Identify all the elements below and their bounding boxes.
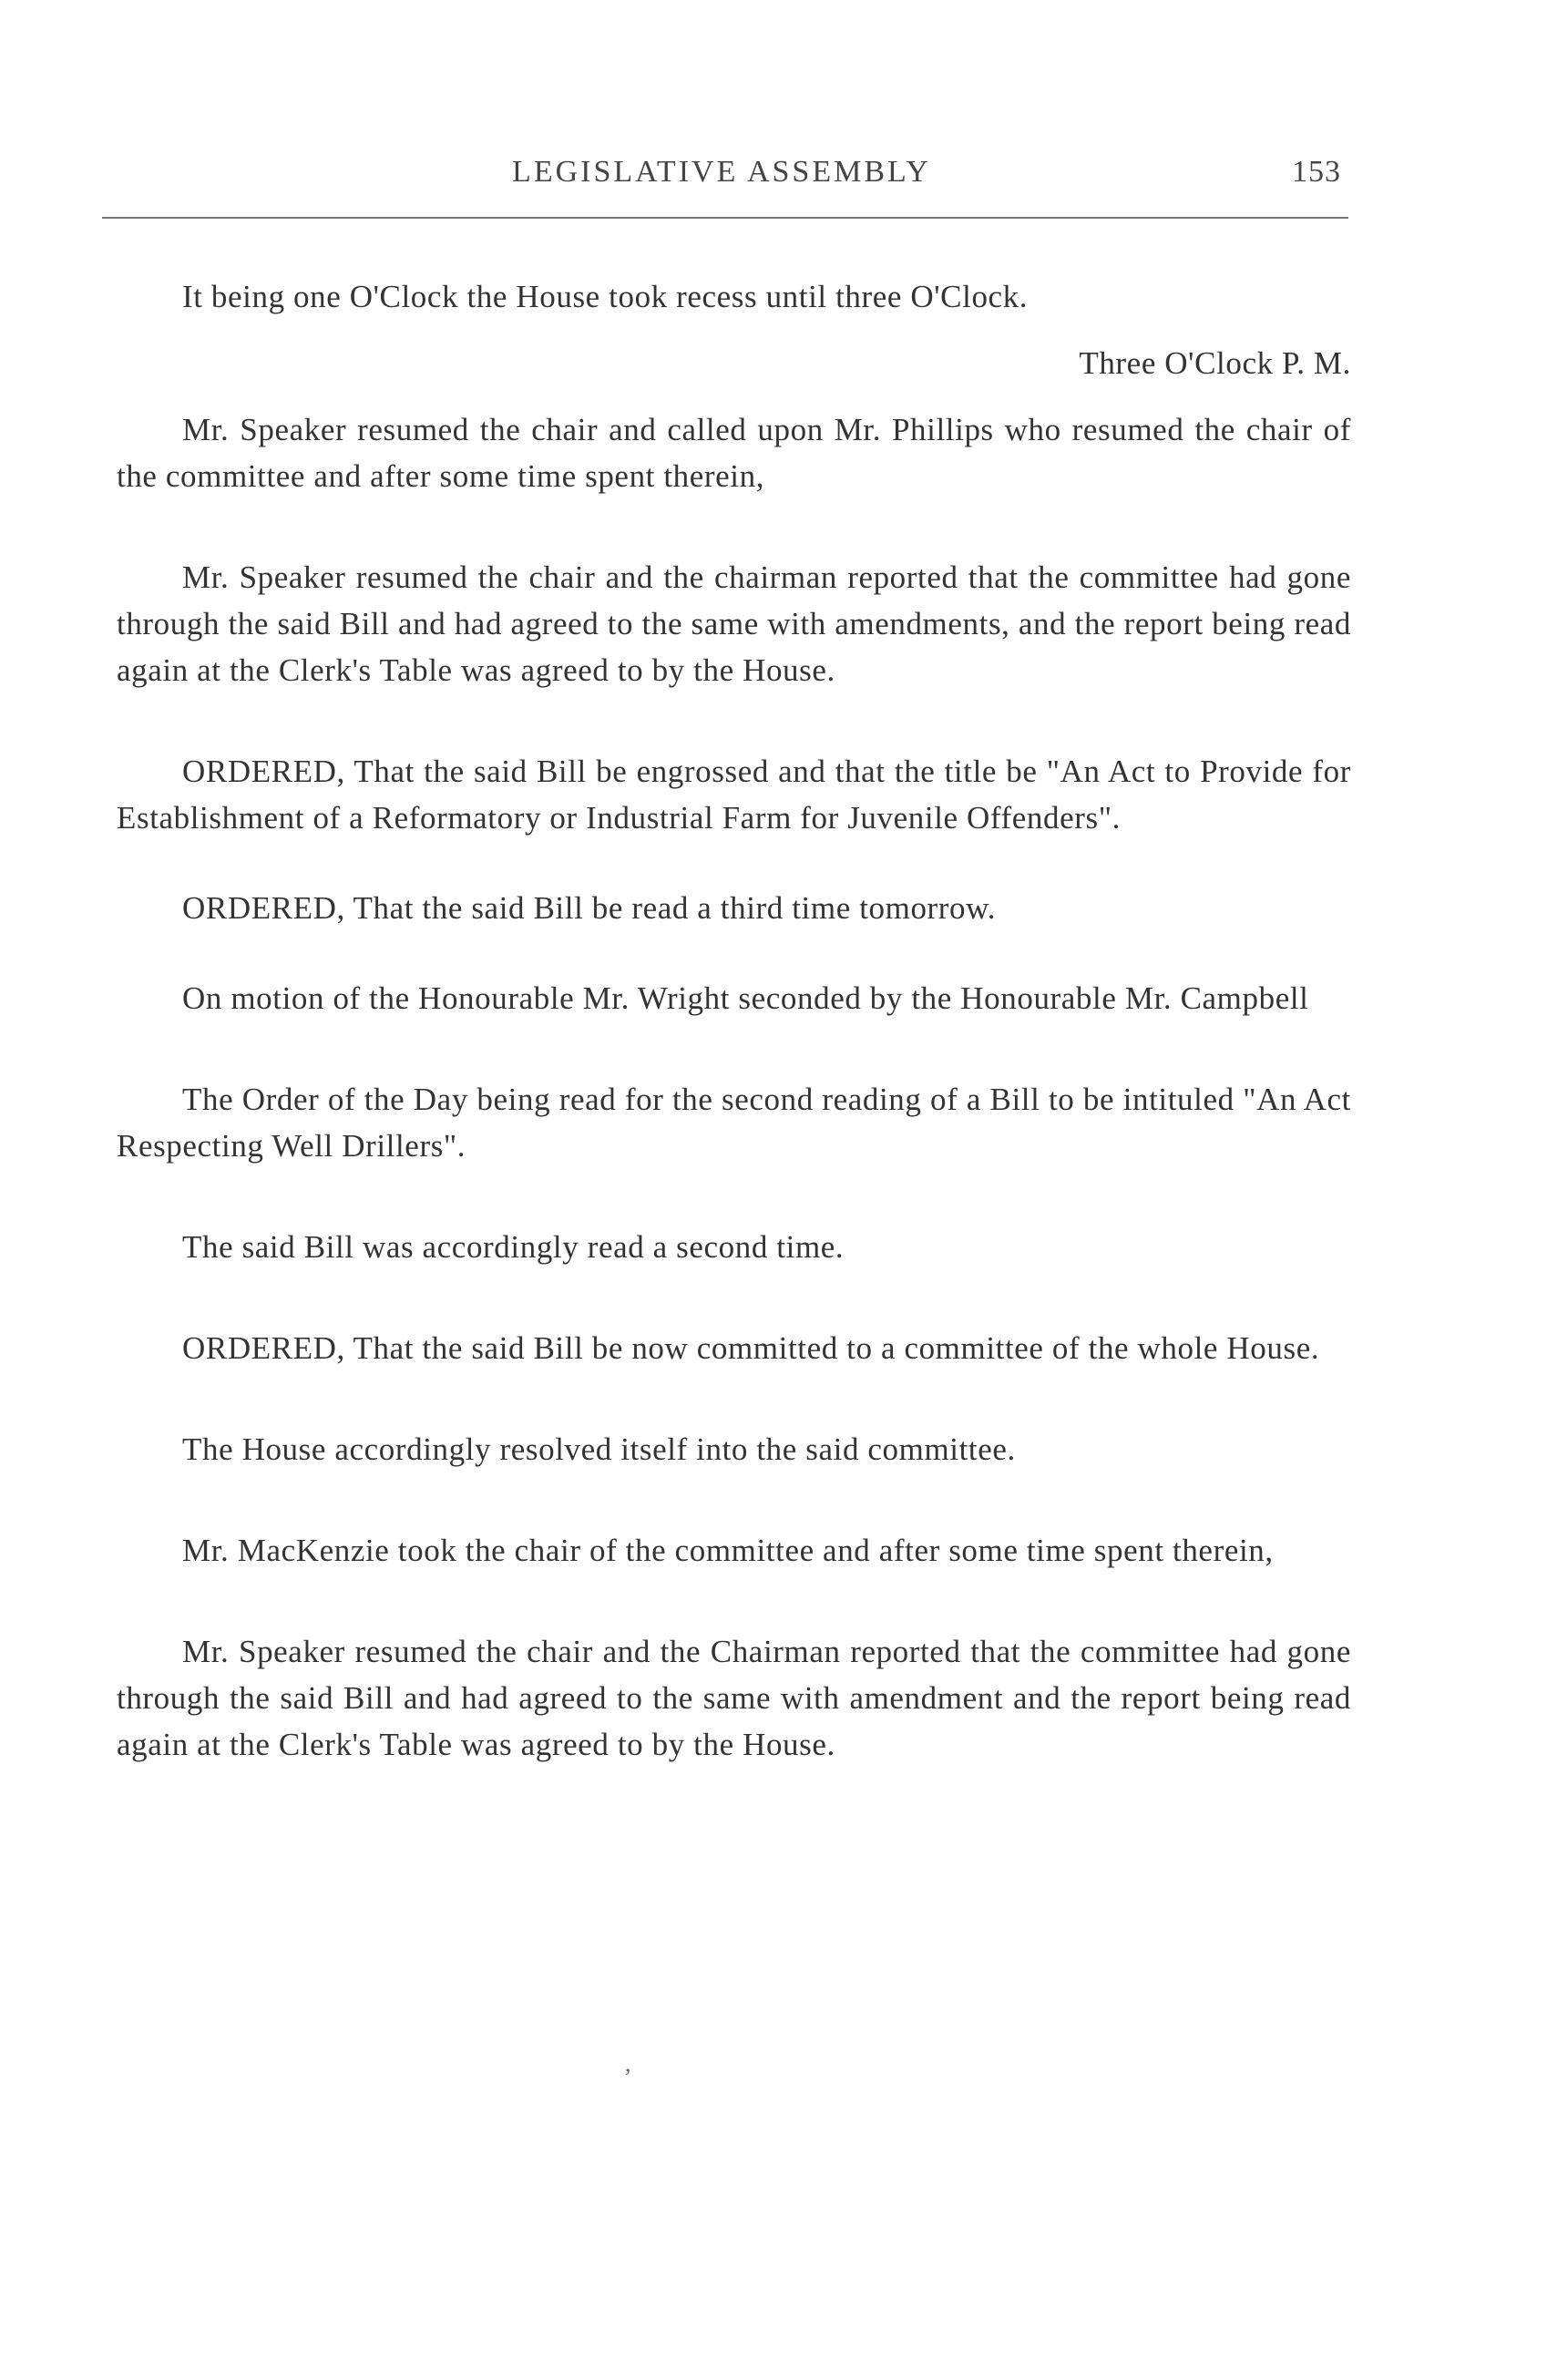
header-rule	[102, 217, 1348, 219]
paragraph-mackenzie-chair: Mr. MacKenzie took the chair of the committee and after some time spent therein,	[182, 1533, 1274, 1568]
paragraph-recess: It being one O'Clock the House took recess until three O'Clock.	[182, 279, 1029, 314]
paragraph-chairman-report: Mr. Speaker resumed the chair and the chairman reported that the committee had gone through the said Bill and had agreed to the same with amendments, and the report being read again at the Clerk's Table was agreed to by the House.	[117, 559, 1351, 688]
time-heading: Three O'Clock P. M.	[1079, 345, 1351, 381]
paragraph-ordered-engrossed: ORDERED, That the said Bill be engrossed and that the title be "An Act to Provide for Establishment of a Reformatory or Industrial Farm for Juvenile Offenders".	[117, 754, 1351, 836]
paragraph-chairman-report-2: Mr. Speaker resumed the chair and the Chairman reported that the committee had gone through the said Bill and had agreed to the same with amendment and the report being read again at the Clerk's Table was agreed to by the House.	[117, 1634, 1351, 1762]
stray-mark: ,	[625, 2050, 631, 2077]
paragraph-ordered-committed: ORDERED, That the said Bill be now committed to a committee of the whole House.	[182, 1330, 1320, 1366]
running-title: LEGISLATIVE ASSEMBLY	[512, 155, 931, 189]
document-body	[117, 273, 1351, 1768]
paragraph-ordered-third-reading: ORDERED, That the said Bill be read a third time tomorrow.	[182, 890, 997, 926]
page-number: 153	[1292, 155, 1341, 189]
paragraph-order-of-day: The Order of the Day being read for the second reading of a Bill to be intituled "An Act Respecting Well Drillers".	[117, 1082, 1351, 1164]
paragraph-house-resolved: The House accordingly resolved itself into the said committee.	[182, 1431, 1016, 1467]
paragraph-second-reading: The said Bill was accordingly read a second time.	[182, 1229, 845, 1265]
paragraph-phillips-chair: Mr. Speaker resumed the chair and called upon Mr. Phillips who resumed the chair of the committee and after some time spent therein,	[117, 412, 1351, 494]
paragraph-motion-wright: On motion of the Honourable Mr. Wright seconded by the Honourable Mr. Campbell	[182, 980, 1309, 1016]
running-header	[102, 155, 1341, 210]
